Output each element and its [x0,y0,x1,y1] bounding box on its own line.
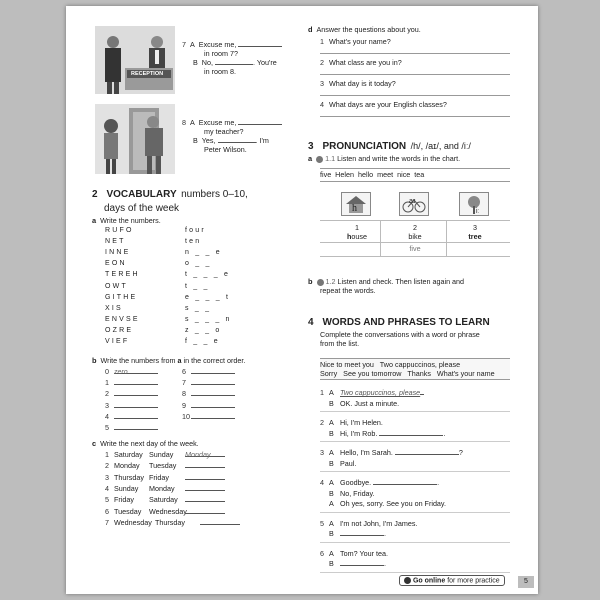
line-text [340,448,463,457]
answer-blank[interactable] [191,367,235,374]
speaker-label: A [329,418,334,427]
go-online-button[interactable]: Go online for more practice [399,575,505,586]
question-text: What class are you in? [329,58,402,67]
scrambled-word: OZRE [105,326,134,334]
speaker-label: A [329,448,334,457]
speaker-label: B [329,529,334,538]
row-number: 7 [105,517,109,527]
scrambled-word: EON [105,260,127,268]
answer-blank[interactable] [114,378,158,385]
conversation-number: 4 [320,478,324,487]
row-number: 2 [105,461,109,471]
conversation-number: 2 [320,418,324,427]
vocab-c-instr: c Write the next day of the week. [92,439,199,448]
svg-text:aɪ: aɪ [409,198,416,205]
day-2: Friday [149,472,169,482]
day-1: Friday [114,495,134,505]
answer-blank[interactable] [191,389,235,396]
conversation-divider [320,441,510,442]
answer-blank[interactable] [373,478,440,487]
speaker-label: B [329,559,334,568]
answer-blank[interactable] [200,518,240,525]
pron-b-instr: b 1.2 Listen and check. Then listen again and repeat the words. [308,277,465,296]
answer-blank[interactable] [185,484,225,491]
speaker-label: B [329,488,334,498]
answer-blank[interactable] [114,389,158,396]
answer-blank[interactable] [114,423,158,430]
speaker-label: B [329,458,334,468]
door-scene-image [95,104,175,174]
conversation-divider [320,572,510,573]
svg-text:iː: iː [476,208,480,215]
day-2: Thursday [155,517,185,527]
answer-blank[interactable] [185,495,225,502]
line-end: . [443,428,446,438]
answer-blank[interactable] [191,401,235,408]
line-words: I'm not John, I'm James. [340,518,418,528]
answer-field[interactable]: s _ _ [185,304,212,312]
day-1: Saturday [114,450,143,459]
vocab-b-instr: b Write the numbers from a in the correct order. [92,356,246,365]
speaker-label: A [329,518,334,528]
vocab-heading: 2 VOCABULARY numbers 0–10, days of the week [92,189,248,214]
speaker-label: B [329,398,334,408]
conversation-number: 3 [320,448,324,457]
reception-sign: RECEPTION [131,70,164,77]
row-number: 10 [182,411,190,421]
scrambled-word: GITHE [105,293,138,301]
answer-blank[interactable] [395,448,459,455]
answer-blank[interactable] [185,473,225,480]
question-text: What's your name? [329,37,391,46]
day-2: Sunday [149,450,174,459]
speaker-label: B [329,428,334,438]
line-words: Hello, I'm Sarah. [340,448,393,457]
page-number: 5 [518,576,534,588]
reception-illustration [95,26,175,94]
line-text [340,489,375,498]
line-text [340,459,356,468]
row-number: 5 [105,423,109,432]
question-number: 3 [320,79,324,88]
svg-text:h: h [352,203,357,214]
scrambled-word: VIEF [105,338,130,345]
line-words: OK. Just a minute. [340,398,400,408]
row-number: 6 [182,367,186,376]
row-number: 1 [105,378,109,388]
answer-blank[interactable] [191,412,235,419]
pron-word-list: five Helen hello meet nice tea [320,170,425,179]
row-number: 3 [105,472,109,482]
day-1: Thursday [114,472,144,482]
line-words: Hi, I'm Rob. [340,428,378,438]
row-number: 3 [105,400,109,410]
answer-blank[interactable] [215,58,253,65]
line-text [340,388,424,397]
row-number: 9 [182,400,186,410]
conversation-divider [320,471,510,472]
answer-blank[interactable] [379,428,446,438]
example-answer: Monday [185,450,211,459]
line-text [340,429,445,438]
row-number: 2 [105,389,109,399]
line-words: No, Friday. [340,488,375,498]
question-text: What days are your English classes? [329,100,447,109]
line-text [340,529,386,538]
answer-field[interactable]: f _ _ e [185,338,220,345]
answer-line[interactable] [320,95,510,96]
line-words: Paul. [340,458,357,468]
scrambled-word: INNE [105,249,131,257]
answer-blank[interactable] [114,412,158,419]
row-number: 7 [182,378,186,388]
conversation-number: 5 [320,518,324,528]
answer-line[interactable] [320,53,510,54]
speaker-label: A [329,548,334,558]
d-instr: d Answer the questions about you. [308,25,421,34]
answer-blank[interactable] [420,388,424,395]
speaker-label: A [329,388,334,397]
conversation-number: 6 [320,548,324,558]
question-number: 1 [320,37,324,46]
line-text [340,418,383,427]
globe-icon [404,577,411,584]
tree-picture [459,192,489,216]
answer-blank[interactable] [114,401,158,408]
line-end: . [384,559,386,568]
line-end: . [437,478,440,487]
speaker-label: A [329,499,334,508]
audio-icon[interactable] [316,156,323,163]
day-2: Monday [149,483,175,493]
day-2: Saturday [149,495,178,505]
day-1: Sunday [114,483,139,493]
answer-blank[interactable] [191,378,235,385]
pron-chart: h aɪ iː 1 house 2 bike 3 tree five [320,192,510,264]
answer-line[interactable] [320,116,510,117]
question-number: 4 [320,100,324,109]
answer-blank[interactable] [185,450,225,457]
bike-picture [399,192,429,216]
answer-field[interactable]: e _ _ _ t [185,293,231,301]
day-2: Tuesday [149,461,177,471]
example-answer: zero [114,369,128,376]
answer-field[interactable]: o _ _ [185,260,212,268]
house-picture [341,192,371,216]
line-text [340,499,446,508]
dialogue-8: 8 A Excuse me, my teacher? B Yes, . I'm Peter Wilson. [182,118,292,154]
conversation-number: 1 [320,388,324,397]
answer-blank[interactable] [114,367,158,374]
phrase-box: Nice to meet you Two cappuccinos, please Sorry See you tomorrow Thanks What's your name [320,358,510,380]
answer-field[interactable]: s _ _ _ n [185,315,232,323]
answer-field[interactable]: t _ _ _ e [185,271,231,279]
scrambled-word: XIS [105,304,123,312]
speaker-label: A [329,478,334,487]
conversation-divider [320,512,510,513]
scrambled-word: TEREH [105,271,140,279]
day-1: Tuesday [114,506,142,516]
line-words: Oh yes, sorry. See you on Friday. [340,499,446,508]
vocab-a-instr: a Write the numbers. [92,216,161,225]
answer-blank[interactable] [218,136,256,143]
conversation-divider [320,411,510,412]
scrambled-word: OWT [105,282,128,290]
answer-blank[interactable] [185,461,225,468]
line-text [340,399,399,408]
scrambled-word: RUFO [105,227,134,234]
row-number: 0 [105,367,109,376]
day-2: Wednesday [149,506,187,516]
answer-blank[interactable] [238,118,282,125]
line-text [340,549,388,558]
answer-field[interactable]: four [185,227,206,234]
row-number: 6 [105,506,109,516]
conversation-divider [320,542,510,543]
scrambled-word: ENVSE [105,315,140,323]
answer-field[interactable]: n _ _ e [185,249,222,257]
day-1: Monday [114,461,140,471]
line-end: ? [458,448,463,457]
words-heading: 4 WORDS AND PHRASES TO LEARN [308,317,490,328]
example-answer: Two cappuccinos, please [340,388,421,397]
dialogue-7: 7 A Excuse me, in room 7? B No, . You're in room 8. [182,40,292,76]
answer-line[interactable] [320,74,510,75]
day-1: Wednesday [114,517,152,527]
answer-blank[interactable] [185,507,225,514]
words-instr: Complete the conversations with a word or phrase from the list. [320,330,480,348]
line-text [340,559,386,568]
answer-blank[interactable] [340,559,384,566]
door-illustration [95,104,175,174]
row-number: 4 [105,483,109,493]
line-words: Goodbye. [340,478,372,487]
pron-heading: 3 PRONUNCIATION /h/, /aɪ/, and /iː/ [308,141,471,152]
question-text: What day is it today? [329,79,396,88]
line-words: Hi, I'm Helen. [340,418,383,427]
reception-scene-image [95,26,175,94]
row-number: 8 [182,389,186,399]
row-number: 1 [105,450,109,459]
scrambled-word: NET [105,238,126,246]
line-words: Tom? Your tea. [340,548,388,558]
answer-blank[interactable] [238,40,282,47]
line-end: . [384,529,386,538]
answer-blank[interactable] [340,529,384,536]
audio-icon[interactable] [317,279,324,286]
row-number: 5 [105,495,109,505]
answer-field[interactable]: t _ _ [185,282,210,290]
answer-field[interactable]: z _ _ o [185,326,222,334]
answer-field[interactable]: ten [185,238,202,246]
row-number: 4 [105,411,109,421]
question-number: 2 [320,58,324,67]
workbook-page [66,6,538,594]
pron-a-instr: a 1.1 Listen and write the words in the chart. [308,154,461,163]
line-text [340,478,439,487]
line-text [340,519,417,528]
